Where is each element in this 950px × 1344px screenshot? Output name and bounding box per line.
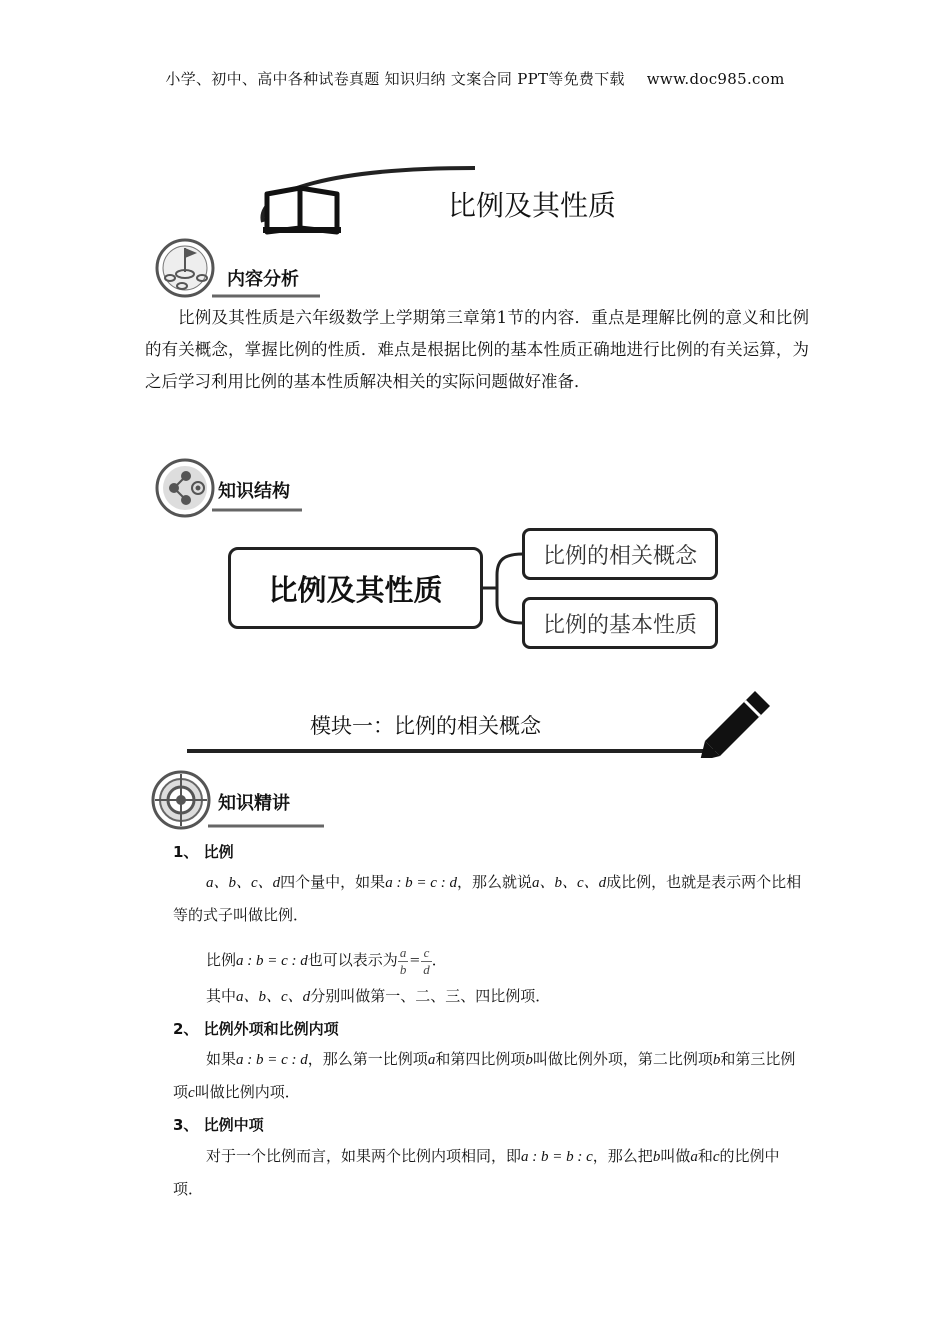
header-site: www.doc985.com xyxy=(646,70,785,88)
mindmap-main-node: 比例及其性质 xyxy=(228,547,483,629)
fraction-c-d: $\frac{c}{d}$ xyxy=(423,944,430,977)
item-heading: 1、 比例 xyxy=(173,843,234,861)
module-title: 模块一：比例的相关概念 xyxy=(310,714,541,738)
mindmap-connector xyxy=(483,545,525,635)
knowledge-detail-label: 知识精讲 xyxy=(218,793,290,814)
item-heading: 2、 比例外项和比例内项 xyxy=(173,1020,339,1038)
item-1-definition: a、b、c、d四个量中，如果a : b = c : d，那么就说a、b、c、d成比例，也就是表示两个比相等的式子叫做比例． xyxy=(173,873,802,924)
module-banner-decoration xyxy=(185,683,780,758)
header-text: 小学、初中、高中各种试卷真题 知识归纳 文案合同 PPT等免费下载 xyxy=(165,70,625,88)
page-title: 比例及其性质 xyxy=(448,189,617,222)
item-3-body: 对于一个比例而言，如果两个比例内项相同，即a : b = b : c，那么把b叫做a和c的比例中项． xyxy=(173,1147,780,1198)
content-analysis-paragraph: 比例及其性质是六年级数学上学期第三章第1节的内容．重点是理解比例的意义和比例的有关概念，掌握比例的性质．难点是根据比例的基本性质正确地进行比例的有关运算，为之后学习利用比例的基本性质解决相关的实际问题做好准备． xyxy=(145,308,809,391)
item-1-fraction-form: 比例a : b = c : d也可以表示为 $\frac{a}{b}$ = $\frac{c}{d}$ ． xyxy=(206,944,447,977)
book-icon xyxy=(263,188,341,232)
content-analysis-label: 内容分析 xyxy=(227,269,299,290)
mindmap-child-node: 比例的相关概念 xyxy=(522,528,718,580)
pencil-icon xyxy=(700,691,770,758)
item-2-body: 如果a : b = c : d，那么第一比例项a和第四比例项b叫做比例外项，第二比例项b和第三比例项c叫做比例内项． xyxy=(173,1050,796,1101)
mindmap-child-node: 比例的基本性质 xyxy=(522,597,718,649)
fraction-a-b: $\frac{a}{b}$ xyxy=(399,944,407,977)
item-heading: 3、 比例中项 xyxy=(173,1116,264,1134)
page-header xyxy=(0,68,950,89)
knowledge-structure-label: 知识结构 xyxy=(218,481,290,502)
item-1-terms: 其中a、b、c、d分别叫做第一、二、三、四比例项． xyxy=(206,987,551,1005)
